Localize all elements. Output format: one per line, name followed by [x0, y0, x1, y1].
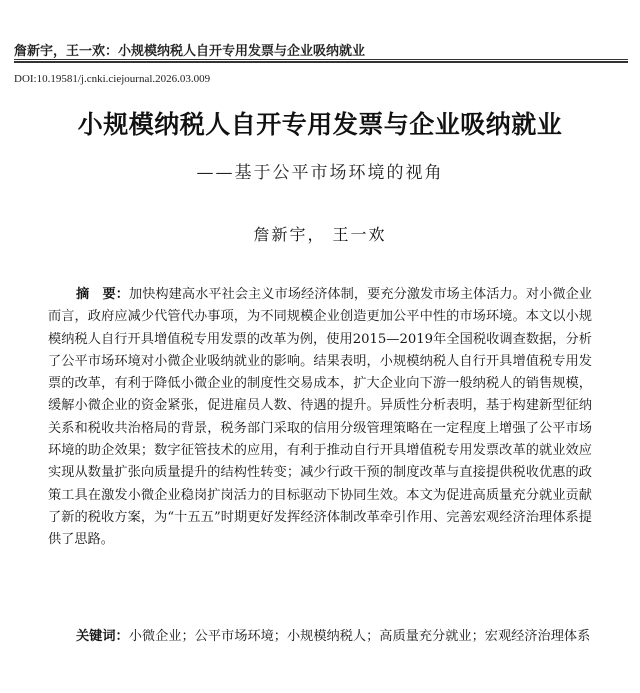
keywords-text: 小微企业；公平市场环境；小规模纳税人；高质量充分就业；宏观经济治理体系: [128, 629, 591, 644]
keywords: [48, 626, 592, 648]
abstract: [48, 284, 592, 552]
header-rule: [14, 59, 628, 60]
doi-line[interactable]: DOI:10.19581/j.cnki.ciejournal.2026.03.009: [14, 73, 211, 85]
paper-subtitle: ——基于公平市场环境的视角: [196, 163, 444, 183]
abstract-label: 摘 要：: [76, 287, 129, 302]
paper-title: 小规模纳税人自开专用发票与企业吸纳就业: [77, 110, 563, 139]
author-names: 詹新宇， 王一欢: [253, 225, 387, 244]
running-header: 詹新宇，王一欢：小规模纳税人自开专用发票与企业吸纳就业: [14, 44, 366, 59]
abstract-text: 加快构建高水平社会主义市场经济体制，要充分激发市场主体活力。对小微企业而言，政府应减少代管代办事项，为不同规模企业创造更加公平中性的市场环境。本文以小规模纳税人自行开具增值税专用发票的改革为例，使用2015—2019年全国税收调查数据，分析了公平市场环境对小微企业吸纳就业的影响。结果表明，小规模纳税人自行开具增值税专用发票的改革，有利于降低小微企业的制度性交易成本，扩大企业向下游一般纳税人的销售规模，缓解小微企业的资金紧张，促进雇员人数、待遇的提升。异质性分析表明，基于构建新型征纳关系和税收共治格局的背景，税务部门采取的信用分级管理策略在一定程度上增强了公平市场环境的助企效果；数字征管技术的应用，有利于推动自行开具增值税专用发票改革的就业效应实现从数量扩张向质量提升的结构性转变；减少行政干预的制度改革与直接提供税收优惠的政策工具在激发小微企业稳岗扩岗活力的目标驱动下协同生效。本文为促进高质量充分就业贡献了新的税收方案，为“十五五”时期更好发挥经济体制改革牵引作用、完善宏观经济治理体系提供了思路。: [48, 287, 592, 548]
keywords-label: 关键词：: [76, 629, 129, 644]
header-rule-thick: [14, 61, 628, 63]
